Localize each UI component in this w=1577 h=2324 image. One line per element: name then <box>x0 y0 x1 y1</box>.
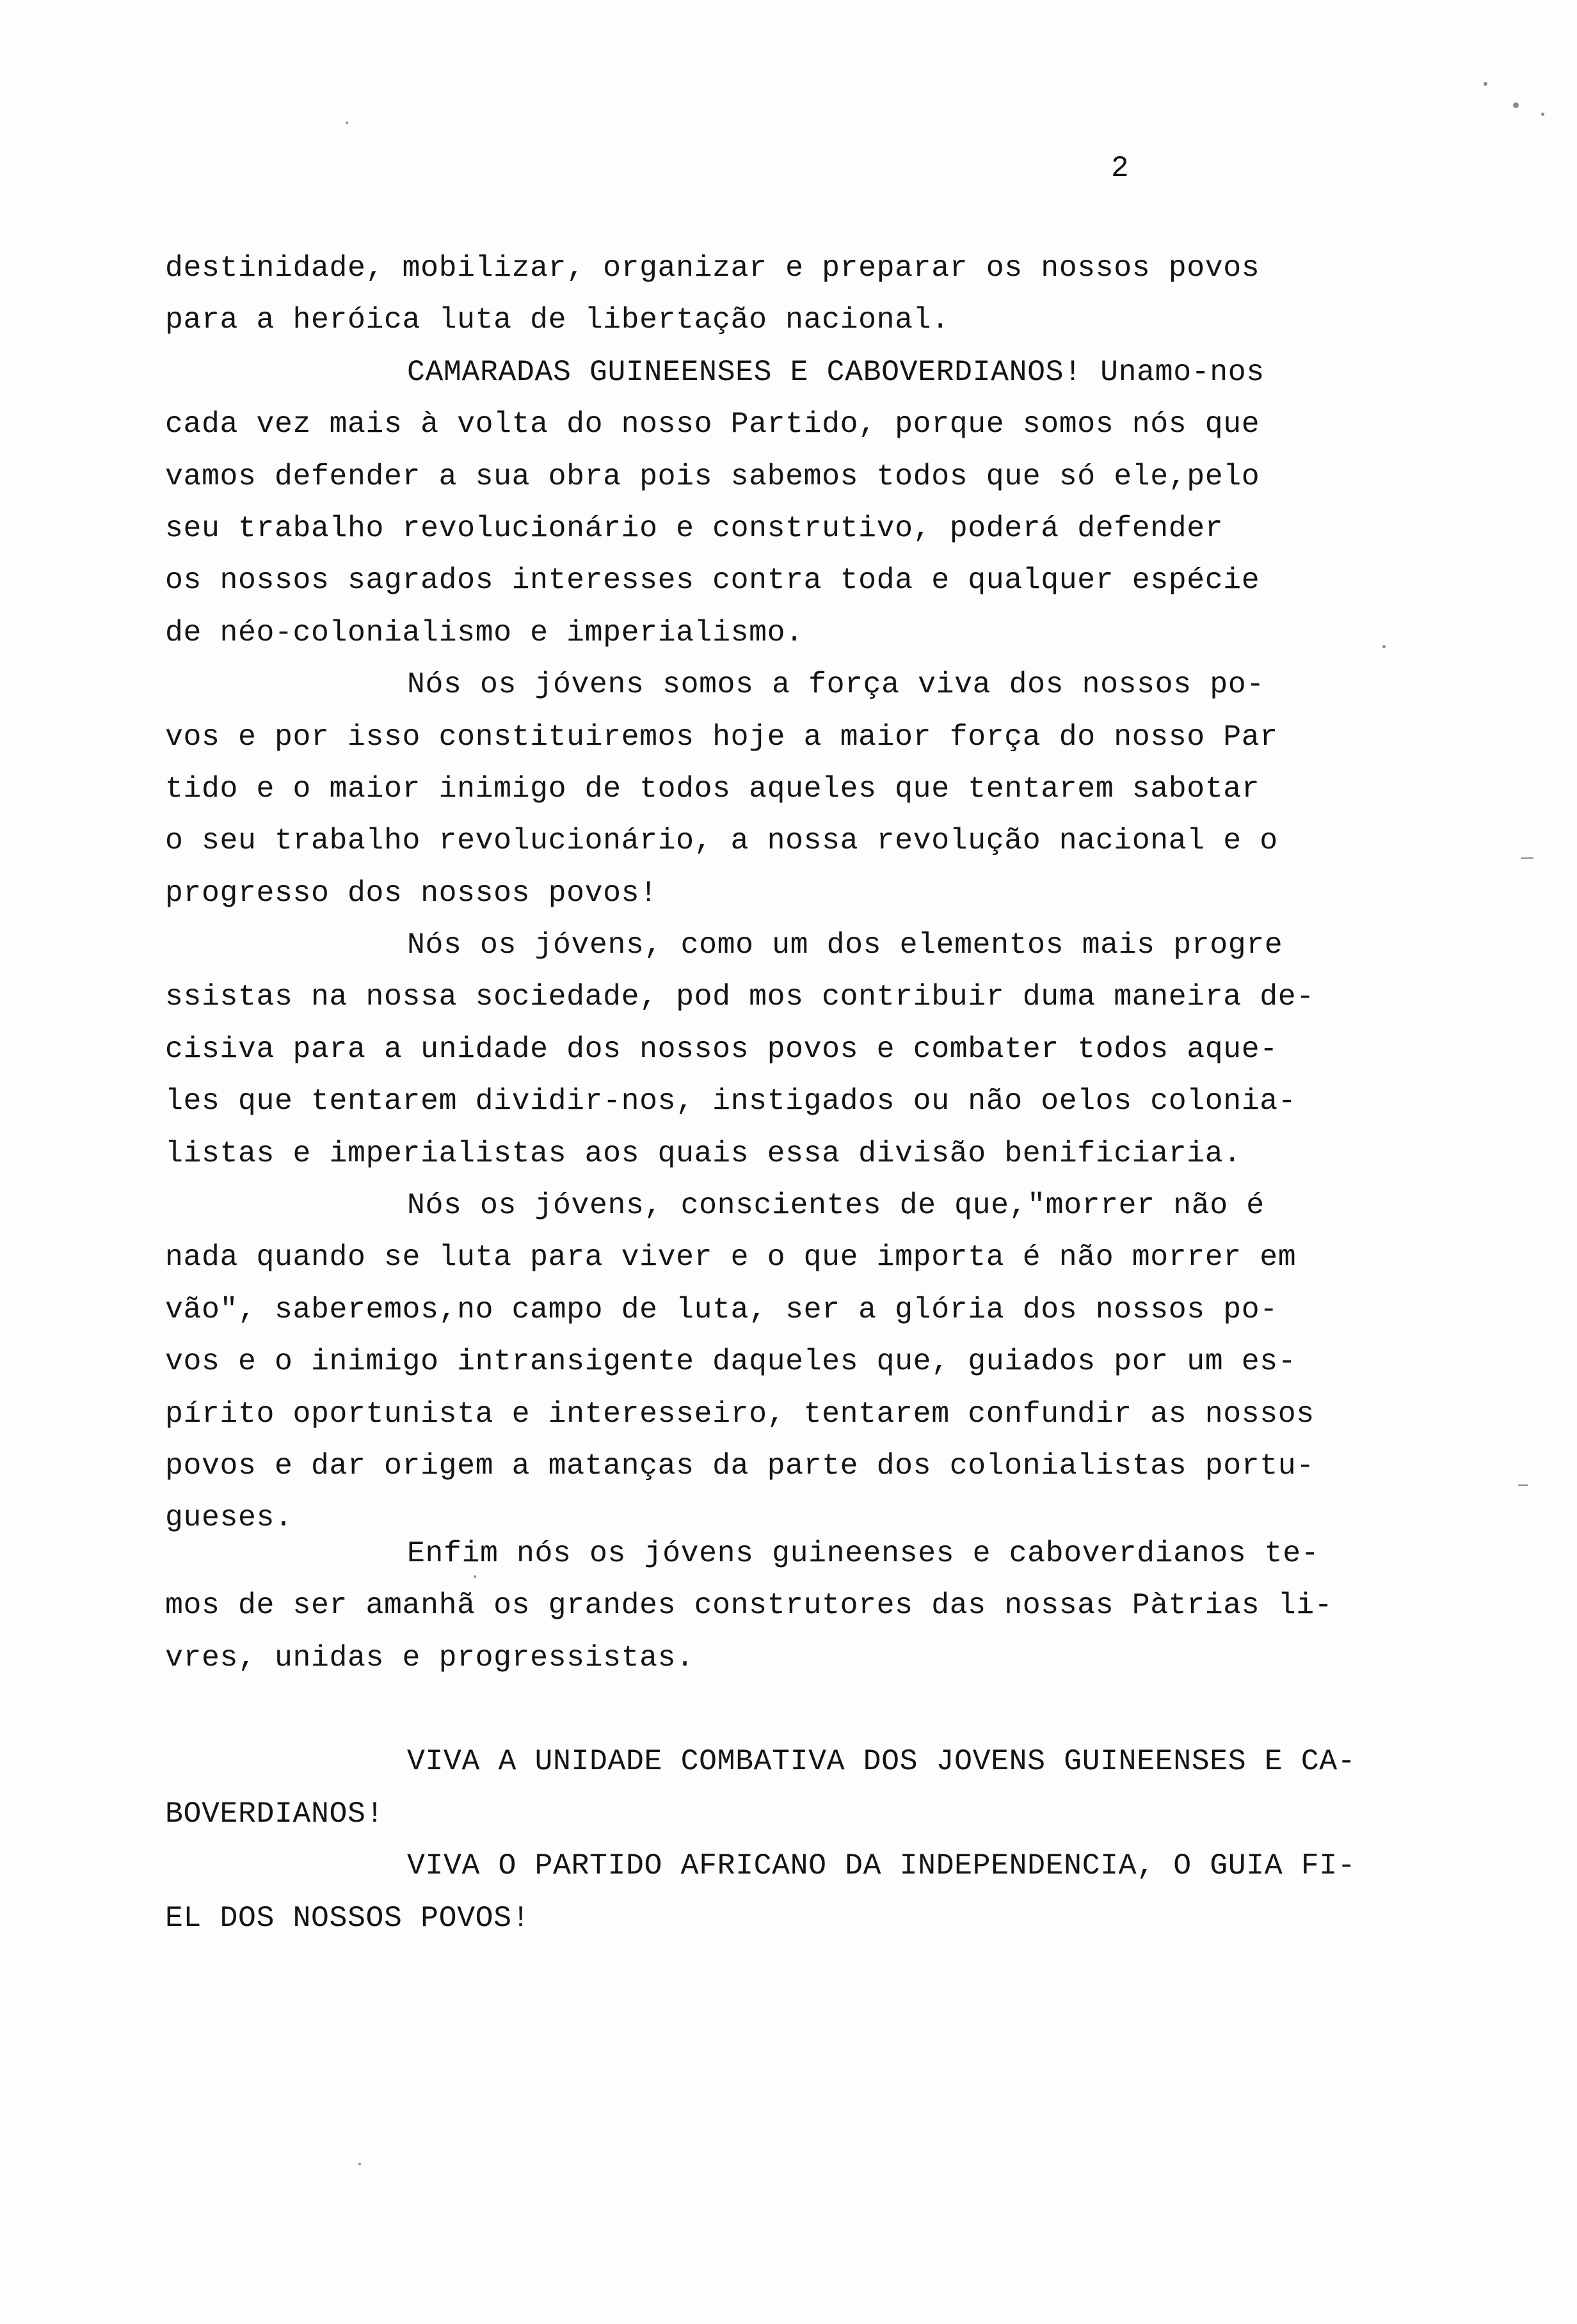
text-line: vos e por isso constituiremos hoje a maior força do nosso Par <box>165 719 1278 754</box>
scan-speck <box>1521 857 1533 859</box>
scan-speck <box>1518 1484 1528 1486</box>
text-line: tido e o maior inimigo de todos aqueles que tentarem sabotar <box>165 771 1260 806</box>
scan-speck <box>346 122 348 124</box>
text-line: mos de ser amanhã os grandes construtores das nossas Pàtrias li- <box>165 1588 1333 1623</box>
text-line: os nossos sagrados interesses contra toda e qualquer espécie <box>165 563 1260 598</box>
text-line: Enfim nós os jóvens guineenses e caboverdianos te- <box>407 1536 1320 1570</box>
text-line: vamos defender a sua obra pois sabemos todos que só ele,pelo <box>165 459 1260 493</box>
scan-speck <box>1541 113 1544 116</box>
text-line: seu trabalho revolucionário e construtivo, poderá defender <box>165 511 1224 545</box>
text-line: cada vez mais à volta do nosso Partido, porque somos nós que <box>165 407 1260 442</box>
text-line: VIVA A UNIDADE COMBATIVA DOS JOVENS GUINEENSES E CA- <box>407 1744 1356 1779</box>
text-line: vres, unidas e progressistas. <box>165 1640 694 1675</box>
document-body <box>165 242 1458 1944</box>
text-line: gueses. <box>165 1500 293 1535</box>
text-line: BOVERDIANOS! <box>165 1796 385 1831</box>
text-line: progresso dos nossos povos! <box>165 875 658 910</box>
text-line: cisiva para a unidade dos nossos povos e combater todos aque- <box>165 1031 1278 1066</box>
text-line: de néo-colonialismo e imperialismo. <box>165 615 804 649</box>
scan-speck <box>1484 82 1487 86</box>
text-line: pírito oportunista e interesseiro, tentarem confundir as nossos <box>165 1396 1315 1431</box>
text-line: Nós os jóvens somos a força viva dos nossos po- <box>407 667 1265 702</box>
page-number: 2 <box>1111 152 1129 185</box>
scan-speck <box>1513 102 1519 108</box>
text-line: Nós os jóvens, como um dos elementos mais progre <box>407 928 1283 962</box>
text-line: Nós os jóvens, conscientes de que,"morrer não é <box>407 1188 1265 1223</box>
scan-speck <box>474 1575 476 1578</box>
text-line: nada quando se luta para viver e o que importa é não morrer em <box>165 1240 1297 1275</box>
text-line: VIVA O PARTIDO AFRICANO DA INDEPENDENCIA, O GUIA FI- <box>407 1849 1356 1883</box>
text-line: povos e dar origem a matanças da parte dos colonialistas portu- <box>165 1448 1315 1483</box>
text-line: destinidade, mobilizar, organizar e preparar os nossos povos <box>165 251 1260 285</box>
text-line: CAMARADAS GUINEENSES E CABOVERDIANOS! Unamo-nos <box>407 354 1265 389</box>
text-line: vos e o inimigo intransigente daqueles que, guiados por um es- <box>165 1344 1297 1379</box>
text-line: EL DOS NOSSOS POVOS! <box>165 1900 531 1935</box>
scan-speck <box>358 2163 361 2165</box>
text-line: vão", saberemos,no campo de luta, ser a glória dos nossos po- <box>165 1292 1278 1326</box>
text-line: listas e imperialistas aos quais essa divisão benificiaria. <box>165 1136 1242 1170</box>
text-line: ssistas na nossa sociedade, pod mos contribuir duma maneira de- <box>165 980 1315 1014</box>
text-line: para a heróica luta de libertação nacional. <box>165 303 950 337</box>
text-line: o seu trabalho revolucionário, a nossa revolução nacional e o <box>165 824 1278 858</box>
text-line <box>165 1683 1458 1735</box>
text-line: les que tentarem dividir-nos, instigados ou não oelos colonia- <box>165 1084 1297 1118</box>
scan-speck <box>1382 645 1386 648</box>
